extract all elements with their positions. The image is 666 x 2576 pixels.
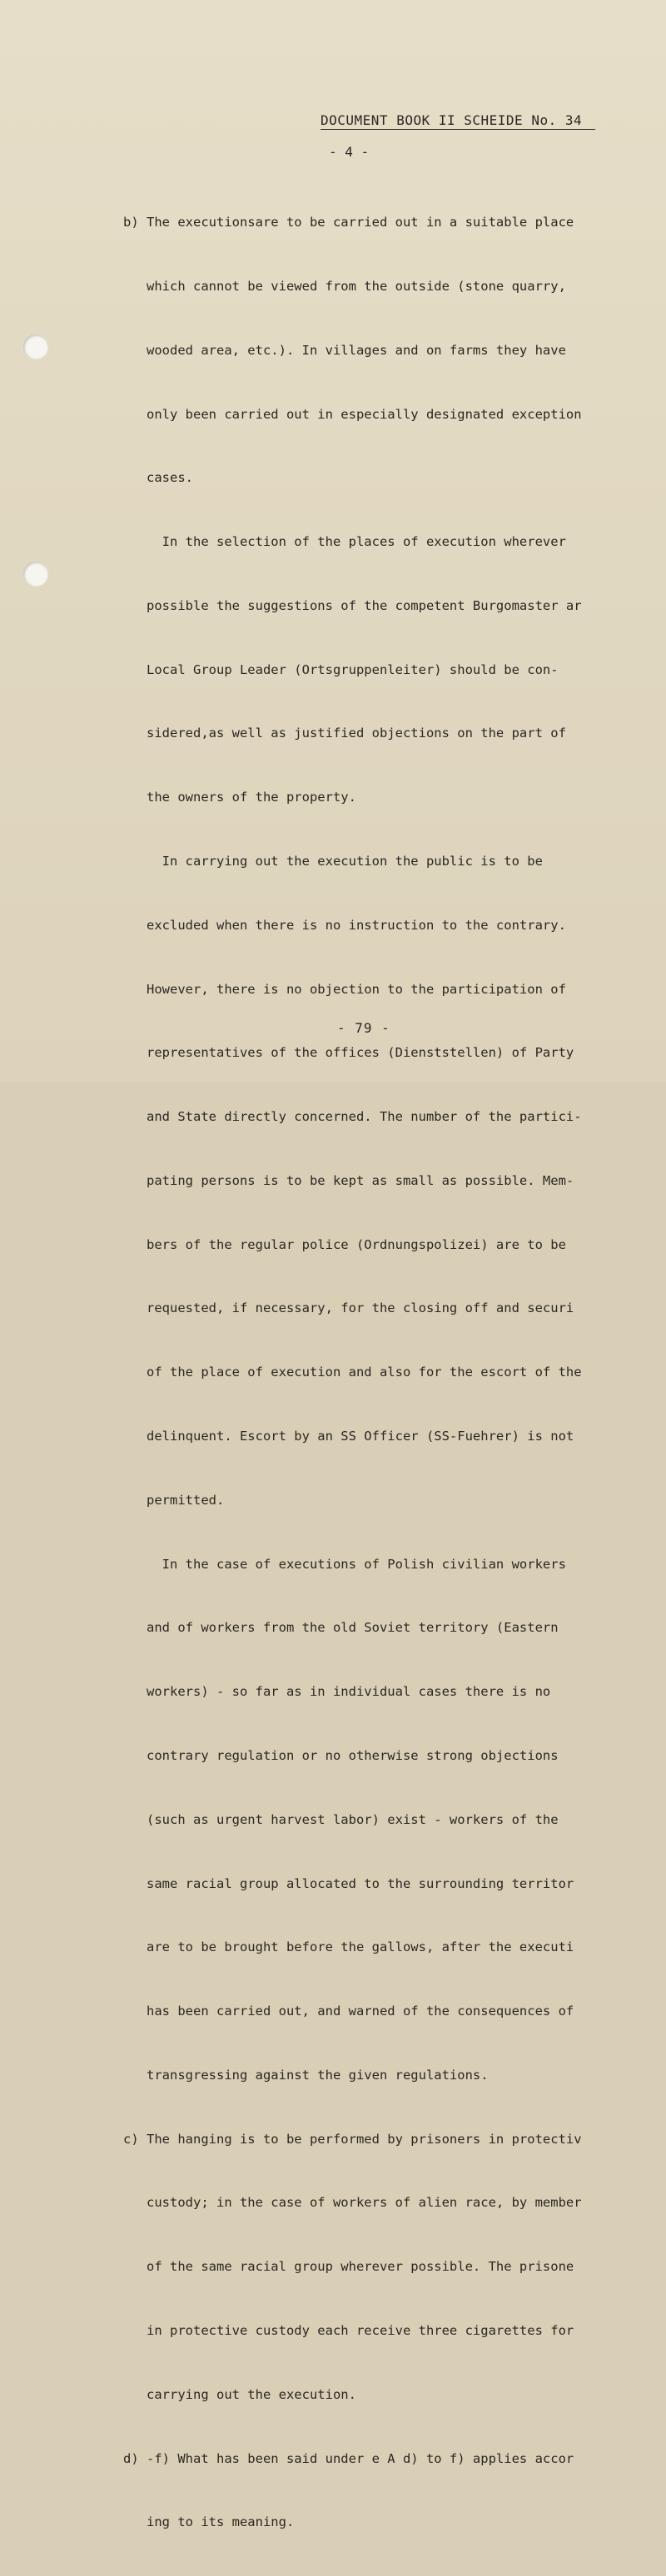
text-line: contrary regulation or no otherwise strong objections [123, 1747, 559, 1763]
punch-hole-upper [23, 334, 48, 359]
page-number: - 79 - [337, 1020, 390, 1036]
text-line: in protective custody each receive three cigarettes for [123, 2322, 574, 2338]
text-line: and of workers from the old Soviet territory (Eastern [123, 1620, 559, 1636]
text-line: In carrying out the execution the public is to be [123, 854, 543, 869]
text-line: In the selection of the places of execution wherever [123, 534, 566, 550]
text-line: c) The hanging is to be performed by prisoners in protectiv [123, 2131, 582, 2147]
document-reference: DOCUMENT BOOK II SCHEIDE No. 34 [321, 112, 595, 130]
text-line: However, there is no objection to the participation of [123, 981, 566, 997]
text-line: representatives of the offices (Dienststellen) of Party [123, 1045, 574, 1061]
text-line: only been carried out in especially designated exception [123, 406, 582, 422]
document-body [123, 170, 656, 2576]
text-line: carrying out the execution. [123, 2386, 356, 2402]
text-line: delinquent. Escort by an SS Officer (SS-Fuehrer) is not [123, 1429, 574, 1444]
text-line: and State directly concerned. The number of the partici- [123, 1109, 582, 1125]
text-line: of the place of execution and also for the escort of the [123, 1365, 582, 1380]
text-line: Local Group Leader (Ortsgruppenleiter) should be con- [123, 661, 559, 677]
text-line: bers of the regular police (Ordnungspolizei) are to be [123, 1236, 566, 1252]
page-marker: - 4 - [329, 144, 370, 160]
text-line: permitted. [123, 1492, 225, 1508]
text-line: are to be brought before the gallows, after the executi [123, 1939, 574, 1955]
text-line: cases. [123, 470, 193, 486]
text-line: ing to its meaning. [123, 2514, 295, 2530]
text-line: (such as urgent harvest labor) exist - workers of the [123, 1811, 559, 1827]
text-line: which cannot be viewed from the outside (stone quarry, [123, 278, 566, 294]
text-line: wooded area, etc.). In villages and on farms they have [123, 342, 566, 358]
text-line: d) -f) What has been said under e A d) to f) applies accor [123, 2450, 574, 2466]
text-line: of the same racial group wherever possible. The prisone [123, 2259, 574, 2275]
text-line: pating persons is to be kept as small as possible. Mem- [123, 1172, 574, 1188]
text-line: the owners of the property. [123, 790, 356, 805]
punch-hole-lower [23, 562, 48, 587]
text-line: same racial group allocated to the surrounding territor [123, 1875, 574, 1891]
text-line: possible the suggestions of the competent Burgomaster ar [123, 597, 582, 613]
text-line: has been carried out, and warned of the consequences of [123, 2004, 574, 2019]
text-line: custody; in the case of workers of alien race, by member [123, 2195, 582, 2211]
text-line: requested, if necessary, for the closing off and securi [123, 1300, 574, 1316]
text-line: excluded when there is no instruction to the contrary. [123, 917, 566, 933]
text-line: In the case of executions of Polish civilian workers [123, 1556, 566, 1572]
text-line: transgressing against the given regulations. [123, 2067, 489, 2083]
text-line: b) The executionsare to be carried out in a suitable place [123, 215, 574, 230]
text-line: workers) - so far as in individual cases there is no [123, 1684, 551, 1700]
text-line: sidered,as well as justified objections on the part of [123, 726, 566, 741]
